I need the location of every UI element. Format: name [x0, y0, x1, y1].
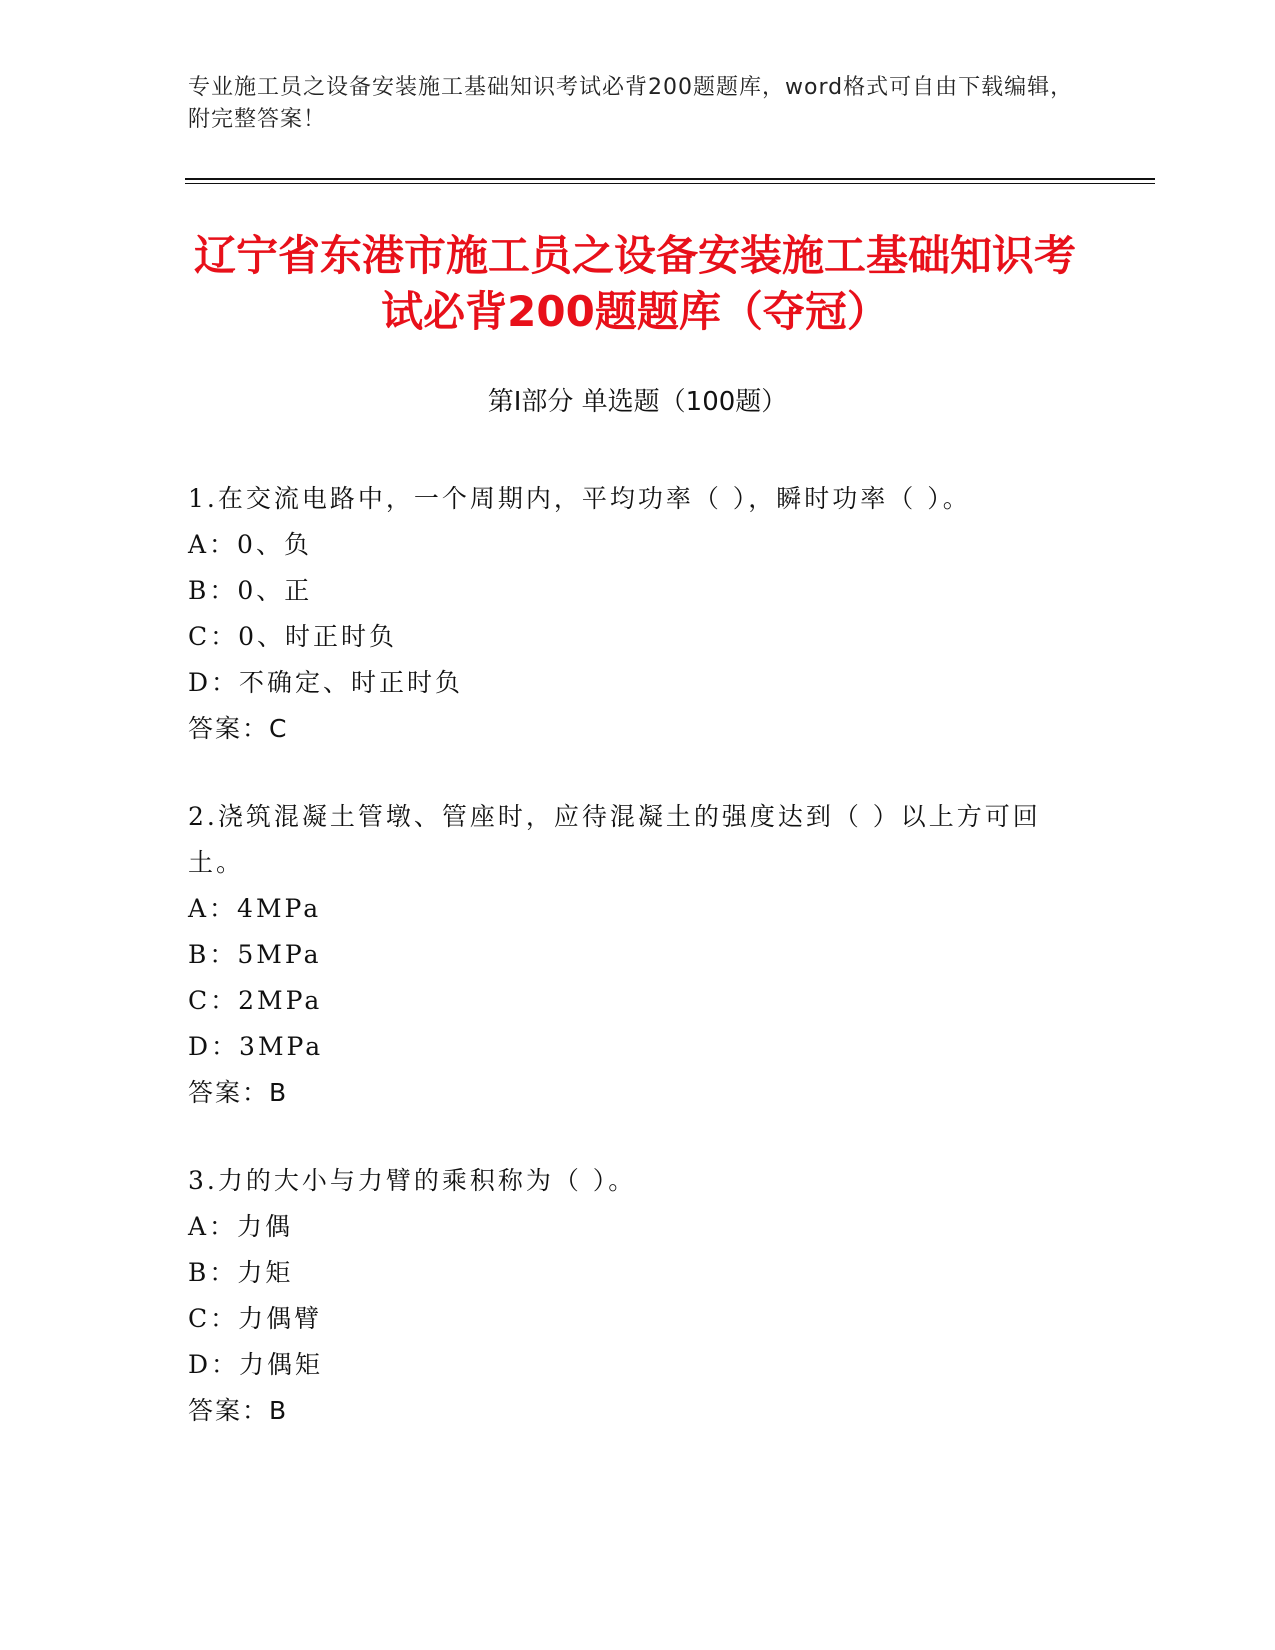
option-b: B：5MPa: [188, 940, 322, 969]
header-note: 专业施工员之设备安装施工基础知识考试必背200题题库，word格式可自由下载编辑，附完整答案！: [188, 75, 1074, 132]
question-stem: 1.在交流电路中，一个周期内，平均功率（ ），瞬时功率（ ）。: [188, 484, 971, 513]
answer-label: 答案：: [188, 714, 270, 743]
question-stem: 2.浇筑混凝土管墩、管座时，应待混凝土的强度达到（ ）以上方可回土。: [188, 802, 1041, 877]
option-c: C：力偶臂: [188, 1304, 323, 1333]
answer-value: C: [269, 714, 287, 743]
option-b: B：力矩: [188, 1258, 294, 1287]
answer-line: [188, 706, 1088, 752]
document-title: 辽宁省东港市施工员之设备安装施工基础知识考试必背200题题库（夺冠）: [193, 231, 1076, 336]
option-a: A：0、负: [188, 530, 312, 559]
option-d: D：3MPa: [188, 1032, 324, 1061]
question-list: [188, 476, 1088, 1476]
option-b: B：0、正: [188, 576, 313, 605]
answer-value: B: [269, 1396, 287, 1425]
answer-line: [188, 1388, 1088, 1434]
answer-line: [188, 1070, 1088, 1116]
section-title: 第Ⅰ部分 单选题（100题）: [487, 387, 788, 417]
option-d: D：不确定、时正时负: [188, 668, 464, 697]
option-a: A：力偶: [188, 1212, 294, 1241]
question-stem: 3.力的大小与力臂的乘积称为（ ）。: [188, 1166, 637, 1195]
option-a: A：4MPa: [188, 894, 322, 923]
option-c: C：0、时正时负: [188, 622, 398, 651]
header-rule-thin: [185, 183, 1155, 184]
question-1: [188, 476, 1088, 752]
question-2: [188, 794, 1088, 1116]
header-rule: [185, 178, 1155, 180]
option-c: C：2MPa: [188, 986, 323, 1015]
answer-label: 答案：: [188, 1396, 270, 1425]
question-3: [188, 1158, 1088, 1434]
answer-value: B: [269, 1078, 287, 1107]
option-d: D：力偶矩: [188, 1350, 324, 1379]
answer-label: 答案：: [188, 1078, 270, 1107]
